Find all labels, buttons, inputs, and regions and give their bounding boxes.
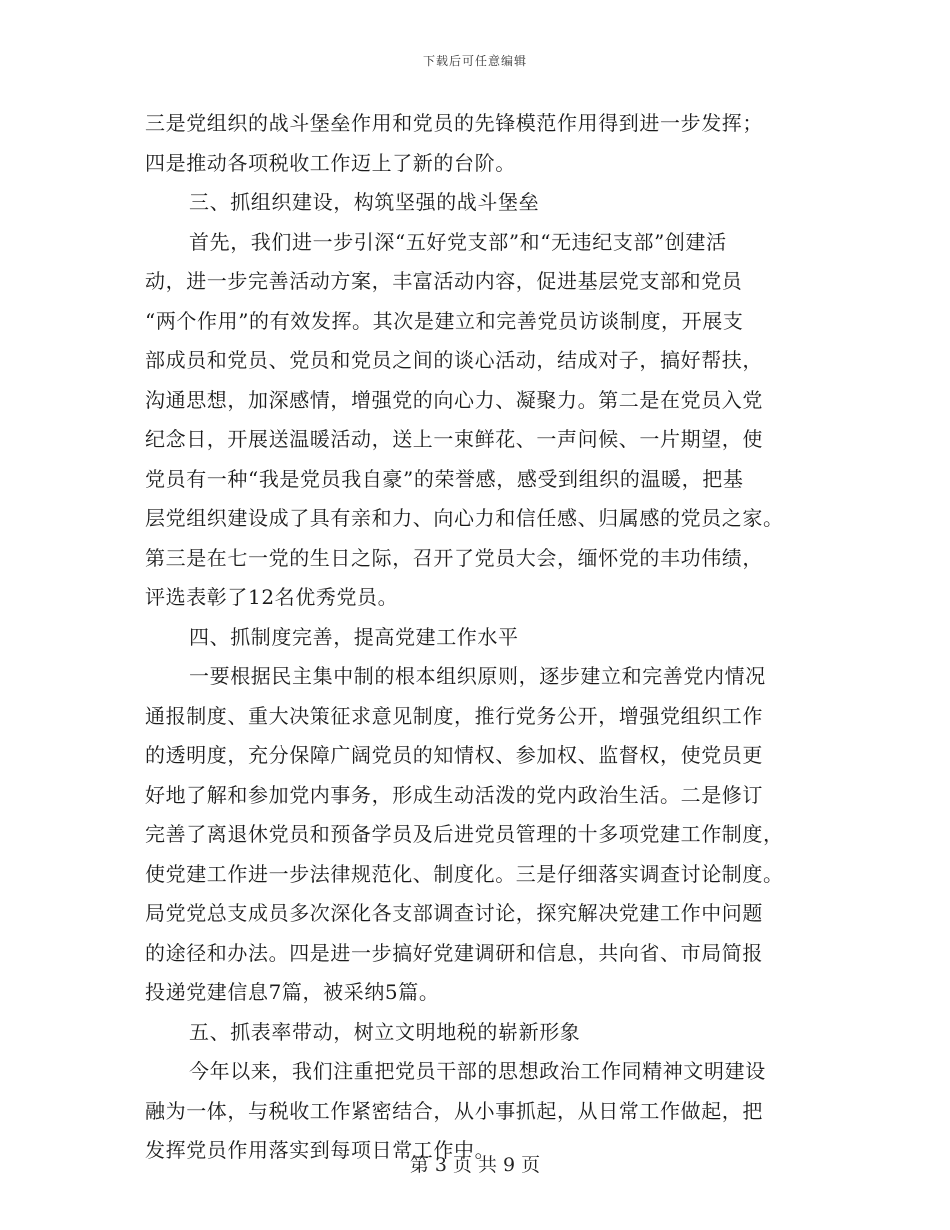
paragraph-line: 层党组织建设成了具有亲和力、向心力和信任感、归属感的党员之家。	[145, 506, 784, 530]
paragraph-line: 三是党组织的战斗堡垒作用和党员的先锋模范作用得到进一步发挥；	[145, 111, 763, 135]
section-heading: 四、抓制度完善，提高党建工作水平	[189, 624, 519, 649]
paragraph-line: 四是推动各项税收工作迈上了新的台阶。	[145, 150, 516, 175]
document-body	[145, 104, 810, 1171]
paragraph-line: 一要根据民主集中制的根本组织原则，逐步建立和完善党内情况	[189, 664, 766, 688]
paragraph-line: 纪念日，开展送温暖活动，送上一束鲜花、一声问候、一片期望，使	[145, 427, 763, 451]
paragraph-line: 通报制度、重大决策征求意见制度，推行党务公开，增强党组织工作	[145, 703, 763, 728]
paragraph-line: “两个作用”的有效发挥。其次是建立和完善党员访谈制度，开展支	[145, 308, 744, 333]
paragraph-line: 党员有一种“我是党员我自豪”的荣誉感，感受到组织的温暖，把基	[145, 466, 744, 491]
paragraph-line: 的途径和办法。四是进一步搞好党建调研和信息，共向省、市局简报	[145, 940, 763, 965]
section-heading: 三、抓组织建设，构筑坚强的战斗堡垒	[189, 190, 540, 214]
paragraph-line: 沟通思想，加深感情，增强党的向心力、凝聚力。第二是在党员入党	[145, 387, 763, 412]
page-number-footer: 第 3 页 共 9 页	[409, 1154, 541, 1176]
paragraph-line: 动，进一步完善活动方案，丰富活动内容，促进基层党支部和党员	[145, 269, 743, 293]
paragraph-line: 完善了离退休党员和预备学员及后进党员管理的十多项党建工作制度，	[145, 822, 784, 846]
paragraph-line: 今年以来，我们注重把党员干部的思想政治工作同精神文明建设	[189, 1059, 766, 1083]
paragraph-line: 第三是在七一党的生日之际，召开了党员大会，缅怀党的丰功伟绩，	[145, 545, 763, 570]
paragraph-line: 发挥党员作用落实到每项日常工作中。	[145, 1138, 496, 1162]
paragraph-line: 部成员和党员、党员和党员之间的谈心活动，结成对子，搞好帮扶，	[145, 348, 763, 372]
paragraph-line: 的透明度，充分保障广阔党员的知情权、参加权、监督权，使党员更	[145, 743, 763, 767]
paragraph-line: 评选表彰了12名优秀党员。	[145, 585, 399, 609]
page-header-note: 下载后可任意编辑	[422, 54, 527, 68]
paragraph-line: 融为一体，与税收工作紧密结合，从小事抓起，从日常工作做起，把	[145, 1098, 763, 1123]
section-heading: 五、抓表率带动，树立文明地税的崭新形象	[189, 1019, 581, 1044]
paragraph-line: 首先，我们进一步引深“五好党支部”和“无违纪支部”创建活	[189, 229, 727, 254]
paragraph-line: 使党建工作进一步法律规范化、制度化。三是仔细落实调查讨论制度。	[145, 861, 784, 886]
paragraph-line: 局党党总支成员多次深化各支部调查讨论，探究解决党建工作中问题	[145, 901, 763, 925]
paragraph-line: 投递党建信息7篇，被采纳5篇。	[145, 980, 440, 1004]
paragraph-line: 好地了解和参加党内事务，形成生动活泼的党内政治生活。二是修订	[145, 782, 763, 807]
